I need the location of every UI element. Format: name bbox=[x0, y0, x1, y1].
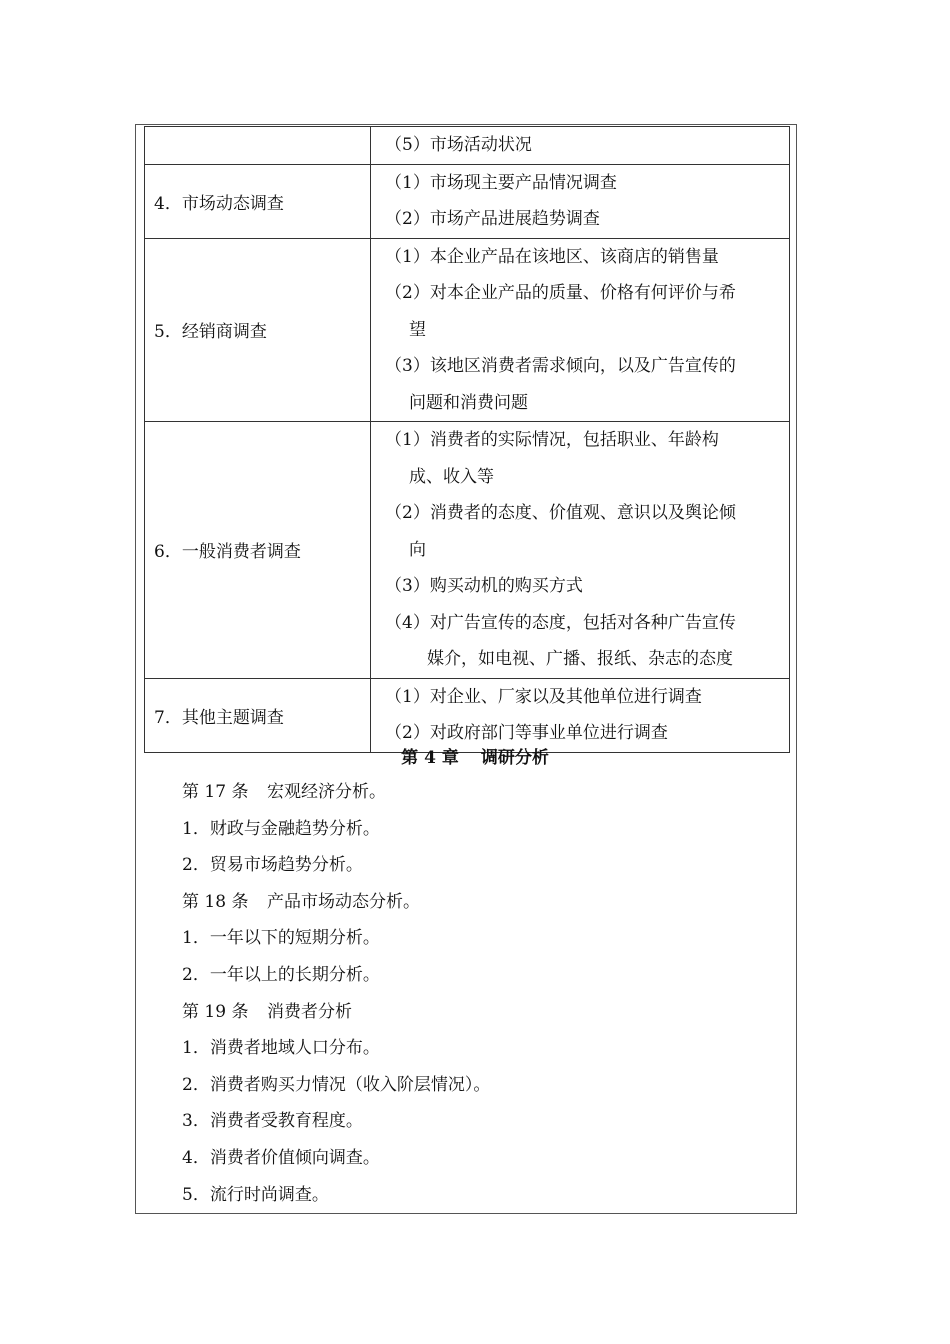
survey-item-text: （3）购买动机的购买方式 bbox=[385, 576, 583, 596]
survey-item-continuation: 问题和消费问题 bbox=[409, 392, 528, 413]
article-point: 1．财政与金融趋势分析。 bbox=[182, 818, 380, 839]
article-title: 消费者分析 bbox=[267, 1001, 352, 1022]
survey-item bbox=[385, 239, 781, 276]
survey-item-continuation: 媒介，如电视、广播、报纸、杂志的态度 bbox=[427, 649, 733, 669]
survey-item bbox=[385, 165, 781, 202]
survey-item bbox=[385, 348, 781, 421]
survey-item-text: （3）该地区消费者需求倾向，以及广告宣传的 bbox=[385, 356, 736, 376]
survey-content-table bbox=[144, 126, 790, 753]
article-heading bbox=[182, 994, 490, 1031]
survey-items bbox=[371, 422, 790, 679]
article-number: 第 17 条 bbox=[182, 782, 249, 802]
survey-topic: 6．一般消费者调查 bbox=[145, 422, 371, 679]
survey-item-text: （4）对广告宣传的态度，包括对各种广告宣传 bbox=[385, 612, 736, 633]
article-point: 2．消费者购买力情况（收入阶层情况）。 bbox=[182, 1074, 491, 1095]
survey-item bbox=[385, 422, 781, 495]
survey-item-text: （1）市场现主要产品情况调查 bbox=[385, 172, 617, 193]
survey-items bbox=[371, 238, 790, 422]
article-point: 1．一年以下的短期分析。 bbox=[182, 928, 380, 949]
survey-row bbox=[145, 127, 790, 165]
survey-row bbox=[145, 238, 790, 422]
survey-item-text: （2）市场产品进展趋势调查 bbox=[385, 209, 600, 229]
article-heading bbox=[182, 884, 490, 921]
survey-item-continuation: 成、收入等 bbox=[409, 466, 494, 487]
chapter-heading bbox=[0, 740, 950, 776]
survey-topic: 7．其他主题调查 bbox=[145, 678, 371, 752]
survey-item bbox=[385, 679, 781, 716]
survey-item bbox=[385, 568, 781, 605]
article-point: 2．一年以上的长期分析。 bbox=[182, 964, 380, 985]
survey-item-text: （5）市场活动状况 bbox=[385, 135, 532, 155]
survey-item-continuation: 向 bbox=[409, 539, 426, 560]
survey-item bbox=[385, 201, 781, 238]
survey-row bbox=[145, 422, 790, 679]
article-number: 第 18 条 bbox=[182, 891, 249, 912]
survey-item-text: （2）对政府部门等事业单位进行调查 bbox=[385, 723, 668, 743]
survey-topic bbox=[145, 127, 371, 165]
article-point: 5．流行时尚调查。 bbox=[182, 1184, 329, 1205]
chapter-title: 调研分析 bbox=[480, 748, 549, 768]
survey-item-text: （2）对本企业产品的质量、价格有何评价与希 bbox=[385, 283, 736, 303]
article-number: 第 19 条 bbox=[182, 1001, 249, 1022]
survey-item-text: （1）本企业产品在该地区、该商店的销售量 bbox=[385, 246, 719, 267]
survey-items bbox=[371, 164, 790, 238]
survey-item-text: （1）对企业、厂家以及其他单位进行调查 bbox=[385, 686, 702, 707]
survey-topic: 4．市场动态调查 bbox=[145, 164, 371, 238]
survey-item-continuation: 望 bbox=[409, 319, 426, 340]
survey-topic: 5．经销商调查 bbox=[145, 238, 371, 422]
analysis-section bbox=[182, 774, 490, 1213]
survey-item-text: （2）消费者的态度、价值观、意识以及舆论倾 bbox=[385, 503, 736, 523]
article-point: 3．消费者受教育程度。 bbox=[182, 1111, 363, 1132]
survey-item bbox=[385, 605, 781, 678]
article-point: 4．消费者价值倾向调查。 bbox=[182, 1147, 380, 1168]
article-heading bbox=[182, 774, 490, 811]
article-point: 1．消费者地域人口分布。 bbox=[182, 1038, 380, 1059]
article-title: 产品市场动态分析。 bbox=[267, 891, 420, 912]
survey-item-text: （1）消费者的实际情况，包括职业、年龄构 bbox=[385, 430, 719, 450]
survey-item bbox=[385, 275, 781, 348]
article-title: 宏观经济分析。 bbox=[267, 782, 386, 802]
survey-item bbox=[385, 127, 781, 164]
survey-item bbox=[385, 495, 781, 568]
chapter-number: 第 4 章 bbox=[401, 748, 459, 768]
survey-row bbox=[145, 164, 790, 238]
survey-items bbox=[371, 127, 790, 165]
article-point: 2．贸易市场趋势分析。 bbox=[182, 855, 363, 876]
